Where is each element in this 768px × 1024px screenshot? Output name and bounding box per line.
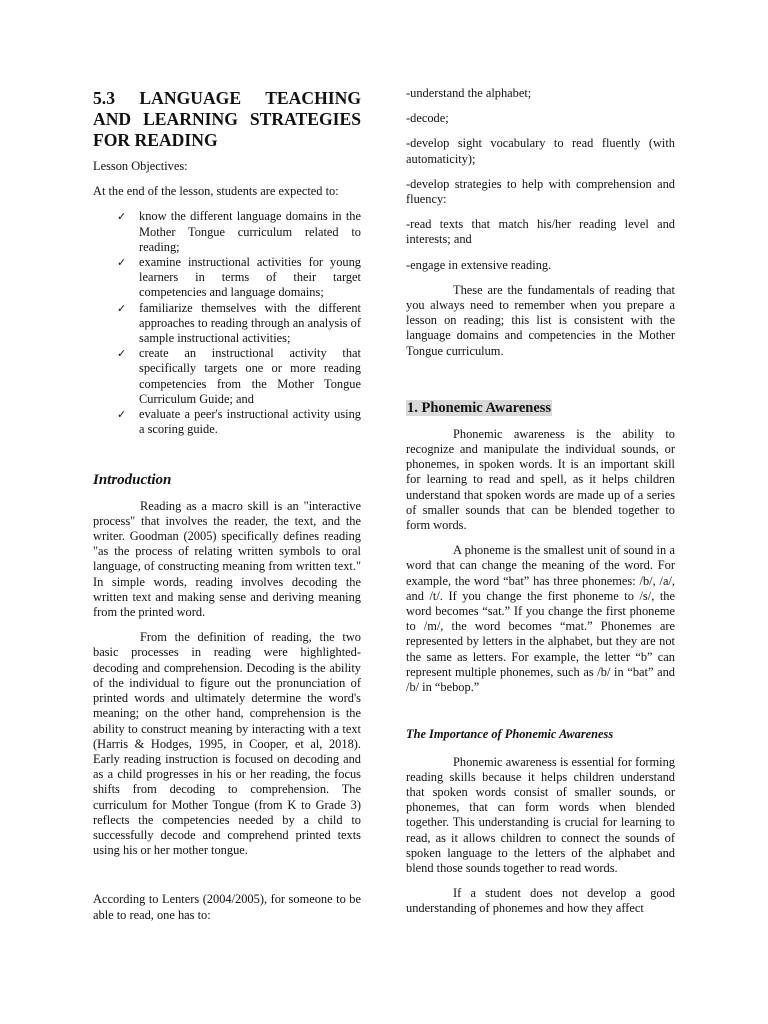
reading-requirement-4: -develop strategies to help with comprehension and fluency: [406, 176, 675, 207]
reading-requirement-3: -develop sight vocabulary to read fluently (with automaticity); [406, 136, 675, 166]
right-column [406, 86, 675, 927]
importance-paragraph-2: If a student does not develop a good understanding of phonemes and how they affect [406, 886, 675, 916]
checkmark-icon: ✓ [117, 301, 127, 315]
list-item: ✓ familiarize themselves with the different approaches to reading through an analysis of sample instructional activities; [117, 300, 361, 346]
phonemic-paragraph-1: Phonemic awareness is the ability to recognize and manipulate the individual sounds, or phonemes, in spoken words. It is an important skill for learning to read and spell, as it helps children understand that spoken words are made up of a series of smaller sounds that can be blended together to form words. [406, 426, 675, 533]
lenters-paragraph: According to Lenters (2004/2005), for someone to be able to read, one has to: [93, 892, 361, 922]
introduction-heading: Introduction [93, 472, 172, 489]
list-item: ✓ evaluate a peer's instructional activity using a scoring guide. [117, 407, 361, 437]
section-title: 5.3 LANGUAGE TEACHING AND LEARNING STRATEGIES FOR READING [93, 88, 361, 150]
reading-requirement-6: -engage in extensive reading. [406, 257, 552, 272]
checkmark-icon: ✓ [117, 256, 127, 270]
fundamentals-paragraph: These are the fundamentals of reading that you always need to remember when you prepare a lesson on reading; this list is consistent with the language domains and competencies in the Mother Tongue curriculum. [406, 282, 675, 358]
intro-paragraph-2: From the definition of reading, the two basic processes in reading were highlighted- decoding and comprehension. Decoding is the ability of the individual to figure out the pronunciation of printed words and ultimately determine the word's meaning; on the other hand, comprehension is the ability to construct meaning by interacting with a text (Harris & Hodges, 1995, in Cooper, et al, 2018). Early reading instruction is focused on decoding and as a child progresses in his or her reading, the focus shifts from decoding to comprehension. The curriculum for Mother Tongue (from K to Grade 3) reflects the competencies needed by a child to successfully decode and comprehend printed texts using his or her mother tongue. [93, 630, 361, 858]
importance-paragraph-1: Phonemic awareness is essential for forming reading skills because it helps children understand that spoken words consist of smaller sounds, or phonemes, that can form words when blended together. This understanding is crucial for learning to read, as it allows children to connect the sounds of spoken language to the letters of the alphabet and blend those sounds together to read words. [406, 754, 675, 875]
reading-requirement-2: -decode; [406, 111, 449, 126]
objectives-intro: At the end of the lesson, students are expected to: [93, 184, 339, 199]
list-item: ✓ examine instructional activities for young learners in terms of their target competencies and language domains; [117, 255, 361, 300]
reading-requirement-1: -understand the alphabet; [406, 86, 532, 100]
objectives-list [93, 209, 361, 437]
list-item: ✓ know the different language domains in the Mother Tongue curriculum related to reading; [117, 209, 361, 254]
objectives-label: Lesson Objectives: [93, 159, 188, 173]
checkmark-icon: ✓ [117, 347, 127, 361]
list-item: ✓ create an instructional activity that specifically targets one or more reading competencies from the Mother Tongue Curriculum Guide; and [117, 346, 361, 406]
reading-requirement-5: -read texts that match his/her reading level and interests; and [406, 217, 675, 247]
checkmark-icon: ✓ [117, 210, 127, 224]
intro-paragraph-1: Reading as a macro skill is an "interactive process" that involves the reader, the text, and the writer. Goodman (2005) specifically defines reading "as the process of relating written symbols to oral language, of constructing meaning from written text." In simple words, reading involves decoding the written text and making sense and deriving meaning from the printed word. [93, 498, 361, 620]
phonemic-paragraph-2: A phoneme is the smallest unit of sound in a word that can change the meaning of the word. For example, the word “bat” has three phonemes: /b/, /a/, and /t/. If you change the first phoneme to /s/, the word becomes “sat.” If you change the first phoneme to /m/, the word becomes “mat.” Phonemes are represented by letters in the alphabet, but they are not the same as letters. For example, the letter “b” can represent multiple phonemes, such as /b/ in “bat” and /b/ in “bebop.” [406, 543, 675, 695]
checkmark-icon: ✓ [117, 408, 127, 422]
phonemic-awareness-heading: 1. Phonemic Awareness [407, 399, 552, 416]
importance-heading: The Importance of Phonemic Awareness [406, 727, 614, 742]
left-column [93, 86, 361, 933]
